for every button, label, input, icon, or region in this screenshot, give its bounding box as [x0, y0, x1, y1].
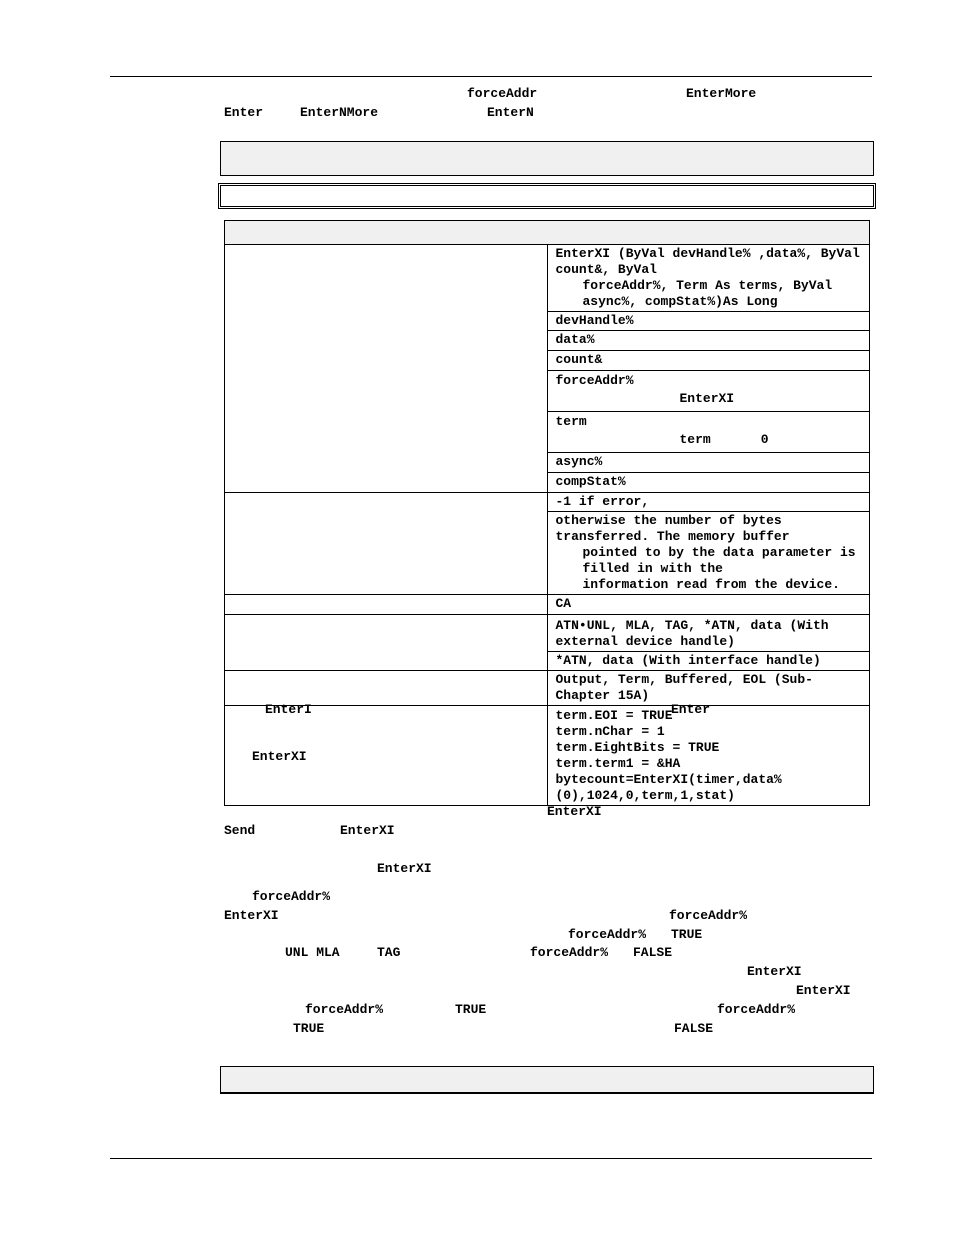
section-heading-box — [220, 141, 874, 176]
body-forceaddr-2: forceAddr% — [669, 908, 748, 923]
header-rule — [110, 76, 872, 77]
param-async: async% — [547, 453, 870, 473]
see-also-value: Output, Term, Buffered, EOL (Sub-Chapter 15A) — [547, 671, 870, 706]
body-enterxi-3: EnterXI — [340, 823, 395, 838]
return-line-3: information read from the device. — [582, 577, 840, 592]
param-forceaddr-cell — [547, 371, 870, 412]
param-devhandle: devHandle% — [547, 312, 870, 331]
footer-rule — [110, 1158, 872, 1159]
example-cell — [547, 706, 870, 806]
table-row — [225, 493, 870, 512]
body-true-1: TRUE — [671, 927, 703, 942]
table-header-row — [225, 221, 870, 245]
table-row — [225, 595, 870, 615]
mode-value: CA — [547, 595, 870, 615]
body-forceaddr-5: forceAddr% — [305, 1002, 384, 1017]
param-compstat: compStat% — [547, 473, 870, 493]
return-error: -1 if error, — [547, 493, 870, 512]
body-unl-mla: UNL MLA — [285, 945, 340, 960]
syntax-line-1: EnterXI (ByVal devHandle% ,data%, ByVal count&, ByVal — [555, 246, 860, 277]
intro-enternmore: EnterNMore — [300, 105, 379, 120]
body-enterxi-5: EnterXI — [224, 908, 279, 923]
table-row — [225, 671, 870, 706]
function-reference-table — [224, 220, 870, 806]
example-line-3: term.EightBits = TRUE — [555, 740, 720, 755]
body-enterxi-7: EnterXI — [796, 983, 851, 998]
example-line-1: term.EOI = TRUE — [555, 708, 673, 723]
function-title-box — [218, 183, 876, 209]
body-enterxi-2: EnterXI — [547, 804, 602, 819]
body-send: Send — [224, 823, 256, 838]
param-term-note: term — [679, 432, 711, 447]
body-enterxi-6: EnterXI — [747, 964, 802, 979]
body-false-1: FALSE — [633, 945, 673, 960]
table-row — [225, 615, 870, 652]
intro-forceaddr: forceAddr — [467, 86, 538, 101]
intro-enter: Enter — [224, 105, 264, 120]
param-forceaddr-note: EnterXI — [679, 391, 735, 406]
return-line-2: pointed to by the data parameter is filled in with the — [582, 545, 856, 576]
param-forceaddr: forceAddr% — [555, 373, 634, 388]
body-enterxi-4: EnterXI — [377, 861, 432, 876]
body-forceaddr-1: forceAddr% — [252, 889, 331, 904]
body-true-3: TRUE — [293, 1021, 325, 1036]
intro-entern: EnterN — [487, 105, 534, 120]
body-forceaddr-6: forceAddr% — [717, 1002, 796, 1017]
param-count: count& — [547, 351, 870, 371]
body-tag: TAG — [377, 945, 401, 960]
body-true-2: TRUE — [455, 1002, 487, 1017]
body-enter: Enter — [671, 702, 711, 717]
param-term-cell — [547, 412, 870, 453]
param-data: data% — [547, 331, 870, 351]
body-enterxi-1: EnterXI — [252, 749, 307, 764]
return-value-cell — [547, 512, 870, 595]
bus-state-1: ATN•UNL, MLA, TAG, *ATN, data (With external device handle) — [547, 615, 870, 652]
example-line-2: term.nChar = 1 — [555, 724, 665, 739]
param-term-default: 0 — [760, 432, 769, 447]
body-forceaddr-3: forceAddr% — [568, 927, 647, 942]
intro-entermore: EnterMore — [686, 86, 757, 101]
table-row — [225, 706, 870, 806]
body-forceaddr-4: forceAddr% — [530, 945, 609, 960]
table-row — [225, 245, 870, 312]
return-line-1: otherwise the number of bytes transferred. The memory buffer — [555, 513, 790, 544]
body-enteri: EnterI — [265, 702, 312, 717]
param-term: term — [555, 414, 587, 429]
bus-state-2: *ATN, data (With interface handle) — [547, 652, 870, 671]
example-line-5: bytecount=EnterXI(timer,data%(0),1024,0,term,1,stat) — [555, 772, 782, 803]
syntax-line-2: forceAddr%, Term As terms, ByVal async%, compStat%)As Long — [582, 278, 833, 309]
section-heading-box-bottom — [220, 1066, 874, 1094]
syntax-cell — [547, 245, 870, 312]
body-false-2: FALSE — [674, 1021, 714, 1036]
example-line-4: term.term1 = &HA — [555, 756, 681, 771]
